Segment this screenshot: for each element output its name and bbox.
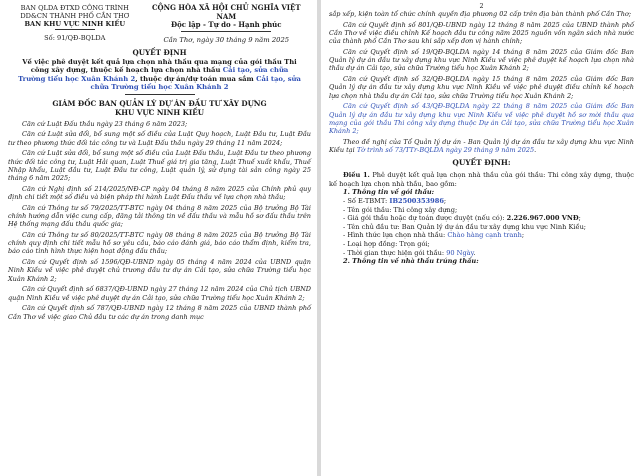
- agency-line-2: DD&CN THÀNH PHỐ CẦN THƠ: [20, 12, 130, 20]
- subject-text-1: Về việc phê duyệt kết quả lựa chọn nhà thầu qua mạng của gói thầu Thi công xây dựng, thuộc kế hoạch lựa chọn nhà thầu: [22, 58, 297, 75]
- page-1: [0, 0, 317, 476]
- legal-basis-paragraph: Căn cứ Quyết định số 801/QĐ-UBND ngày 12 tháng 8 năm 2025 của UBND thành phố Cần Thơ về việc điều chỉnh Kế hoạch đầu tư công năm 2025 nguồn vốn ngân sách nhà nước của thành phố Cần Thơ sau khi sắp xếp đơn vị hành chính;: [329, 20, 634, 46]
- proposal-text-1: Theo đề nghị của Tổ Quản lý dự án - Ban Quản lý dự án đầu tư xây dựng khu vực Ninh Kiều tại: [329, 137, 634, 155]
- item-tail: .: [473, 248, 476, 257]
- legal-basis-paragraph: Căn cứ Luật sửa đổi, bổ sung một số điều của Luật Đấu thầu, Luật Đầu tư theo phương thức đối tác công tư, Luật Hải quan, Luật Thuế giá trị gia tăng, Luật Thuế xuất khẩu, Thuế Nhập khẩu, Luật đầu tư, Luật Đầu tư công, Luật quản lý, sử dụng tài sản công ngày 25 tháng 6 năm 2025;: [8, 149, 311, 183]
- item-value: 2.226.967.000 VNĐ: [506, 214, 579, 223]
- subject-rule: [125, 94, 195, 95]
- package-info-item: [329, 197, 634, 206]
- page-number: 2: [479, 2, 484, 10]
- item-value: 90 Ngày: [446, 248, 474, 257]
- package-info-item: [329, 214, 634, 223]
- page-1-header: [8, 4, 311, 44]
- page-2: [321, 0, 640, 476]
- article-1-text: Phê duyệt kết quả lựa chọn nhà thầu của gói thầu: Thi công xây dựng, thuộc kế hoạch lựa chọn nhà thầu, bao gồm:: [329, 171, 635, 188]
- legal-basis-paragraph: Căn cứ Quyết định số 6837/QĐ-UBND ngày 27 tháng 12 năm 2024 của Chủ tịch UBND quận Ninh Kiều về việc phê duyệt dự án Cải tạo, sửa chữa Trường tiểu học Xuân Khánh 2;: [8, 285, 311, 302]
- package-info-item: [329, 231, 634, 240]
- national-motto: Độc lập - Tự do - Hạnh phúc: [171, 20, 282, 29]
- item-tail: ;: [578, 214, 581, 223]
- legal-basis-paragraph: Căn cứ Nghị định số 214/2025/NĐ-CP ngày 04 tháng 8 năm 2025 của Chính phủ quy định chi tiết một số điều và biện pháp thi hành Luật Đấu thầu về lựa chọn nhà thầu;: [8, 184, 311, 202]
- document-number: Số: 91/QĐ-BQLDA: [44, 34, 106, 42]
- director-line-1: GIÁM ĐỐC BAN QUẢN LÝ DỰ ÁN ĐẦU TƯ XÂY DỰNG: [52, 98, 267, 108]
- decision-subject: [16, 58, 303, 92]
- agency-rule: [55, 29, 95, 30]
- item-label: - Tên gói thầu: Thi công xây dựng;: [343, 205, 458, 214]
- subject-blue-2: Cải tạo, sửa chữa Trường tiểu học Xuân Khánh 2: [90, 74, 301, 92]
- legal-basis-paragraph: Căn cứ Quyết định số 32/QĐ-BQLDA ngày 15 tháng 8 năm 2025 của Giám đốc Ban Quản lý dự án đầu tư xây dựng khu vực Ninh Kiều về việc phê duyệt điều chỉnh kế hoạch lựa chọn nhà thầu dự án Cải tạo, sửa chữa Trường tiểu học Xuân Khánh 2;: [329, 75, 634, 100]
- proposal-submission-ref: Tờ trình số 73/TTr-BQLDA ngày 29 tháng 9 năm 2025: [356, 146, 535, 155]
- item-label: - Tên chủ đầu tư: Ban Quản lý dự án đầu tư xây dựng khu vực Ninh Kiều;: [343, 222, 587, 231]
- legal-basis-paragraph: Căn cứ Quyết định số 787/QĐ-UBND ngày 12 tháng 8 năm 2025 của UBND thành phố Cần Thơ về việc giao Chủ đầu tư các dự án trong danh mục: [8, 304, 311, 321]
- legal-basis-paragraph: Căn cứ Thông tư số 79/2025/TT-BTC ngày 04 tháng 8 năm 2025 của Bộ trưởng Bộ Tài chính hướng dẫn việc cung cấp, đăng tải thông tin về đấu thầu và mẫu hồ sơ đấu thầu trên Hệ thống mạng đấu thầu quốc gia;: [8, 203, 311, 229]
- item-label: - Loại hợp đồng: Trọn gói;: [343, 239, 430, 248]
- item-value: Chào hàng cạnh tranh: [447, 231, 522, 240]
- item-tail: ;: [443, 197, 447, 205]
- director-heading: [8, 99, 311, 117]
- legal-basis-paragraph: Căn cứ Luật sửa đổi, bổ sung một số điều của Luật Quy hoạch, Luật Đầu tư, Luật Đầu tư theo phương thức đối tác công tư và Luật Đấu thầu ngày 29 tháng 11 năm 2024;: [8, 130, 311, 147]
- legal-basis-paragraph: Căn cứ Quyết định số 19/QĐ-BQLDA ngày 14 tháng 8 năm 2025 của Giám đốc Ban Quản lý dự án đầu tư xây dựng khu vực Ninh Kiều về việc phê duyệt kế hoạch lựa chọn nhà thầu dự án Cải tạo, sửa chữa Trường tiểu học Xuân Khánh 2;: [329, 48, 634, 73]
- item-label: - Thời gian thực hiện gói thầu:: [343, 248, 447, 257]
- item-tail: ;: [521, 231, 525, 240]
- national-rule: [181, 31, 271, 32]
- article-1-label: Điều 1.: [343, 171, 370, 180]
- article-1: [329, 171, 634, 266]
- legal-basis-paragraph: Căn cứ Luật Đấu thầu ngày 23 tháng 6 năm 2023;: [22, 119, 188, 128]
- item-label: - Số E-TBMT:: [343, 197, 390, 205]
- decision-section-title: QUYẾT ĐỊNH:: [452, 158, 511, 168]
- legal-basis-paragraph: sắp xếp, kiện toàn tổ chức chính quyền địa phương 02 cấp trên địa bàn thành phố Cần Thơ;: [329, 10, 632, 18]
- proposal-text-2: .: [534, 146, 537, 155]
- article-1-intro: [329, 171, 634, 188]
- subject-blue-1: Cải tạo, sửa chữa Trường tiểu học Xuân Khánh 2: [18, 66, 289, 83]
- item-label: - Giá gói thầu hoặc dự toán được duyệt (nếu có):: [343, 214, 507, 223]
- package-info-heading: 1. Thông tin về gói thầu:: [343, 188, 435, 197]
- package-info-item: [329, 206, 634, 215]
- package-info-item: [329, 240, 634, 249]
- item-label: - Hình thức lựa chọn nhà thầu:: [343, 231, 448, 240]
- national-title: CỘNG HÒA XÃ HỘI CHỦ NGHĨA VIỆT NAM: [151, 3, 301, 21]
- legal-basis-paragraph: Căn cứ Quyết định số 1596/QĐ-UBND ngày 05 tháng 4 năm 2024 của UBND quận Ninh Kiều về việc phê duyệt chủ trương đầu tư dự án Cải tạo, sửa chữa Trường tiểu học Xuân Khánh 2;: [8, 258, 311, 283]
- director-line-2: KHU VỰC NINH KIỀU: [114, 107, 205, 117]
- agency-block: [8, 4, 142, 44]
- document-date: Cần Thơ, ngày 30 tháng 9 năm 2025: [163, 35, 290, 44]
- decision-title: QUYẾT ĐỊNH: [132, 48, 187, 57]
- subject-text-2: , thuộc dự án/dự toán mua sắm: [135, 74, 257, 83]
- package-info-item: [329, 249, 634, 258]
- national-block: [142, 4, 311, 44]
- winning-contractor-heading: 2. Thông tin về nhà thầu trúng thầu:: [343, 257, 479, 266]
- proposal-paragraph: [329, 138, 634, 154]
- item-value: IB2500353986: [389, 197, 444, 205]
- legal-basis-paragraph-highlighted: Căn cứ Quyết định số 43/QĐ-BQLDA ngày 22 tháng 8 năm 2025 của Giám đốc Ban Quản lý dự án đầu tư xây dựng khu vực Ninh Kiều về việc phê duyệt hồ sơ mời thầu qua mạng của gói thầu Thi công xây dựng thuộc Dự án Cải tạo, sửa chữa Trường tiểu học Xuân Khánh 2;: [329, 102, 634, 136]
- legal-basis-paragraph: Căn cứ Thông tư số 80/2025/TT-BTC ngày 08 tháng 8 năm 2025 của Bộ trưởng Bộ Tài chính quy định chi tiết mẫu hồ sơ yêu cầu, báo cáo đánh giá, báo cáo thẩm định, kiểm tra, báo cáo tình hình thực hiện hoạt động đấu thầu;: [8, 231, 311, 256]
- agency-line-3: BAN KHU VỰC NINH KIỀU: [24, 20, 126, 28]
- agency-line-1: BAN QLDA ĐTXD CÔNG TRÌNH: [20, 4, 129, 12]
